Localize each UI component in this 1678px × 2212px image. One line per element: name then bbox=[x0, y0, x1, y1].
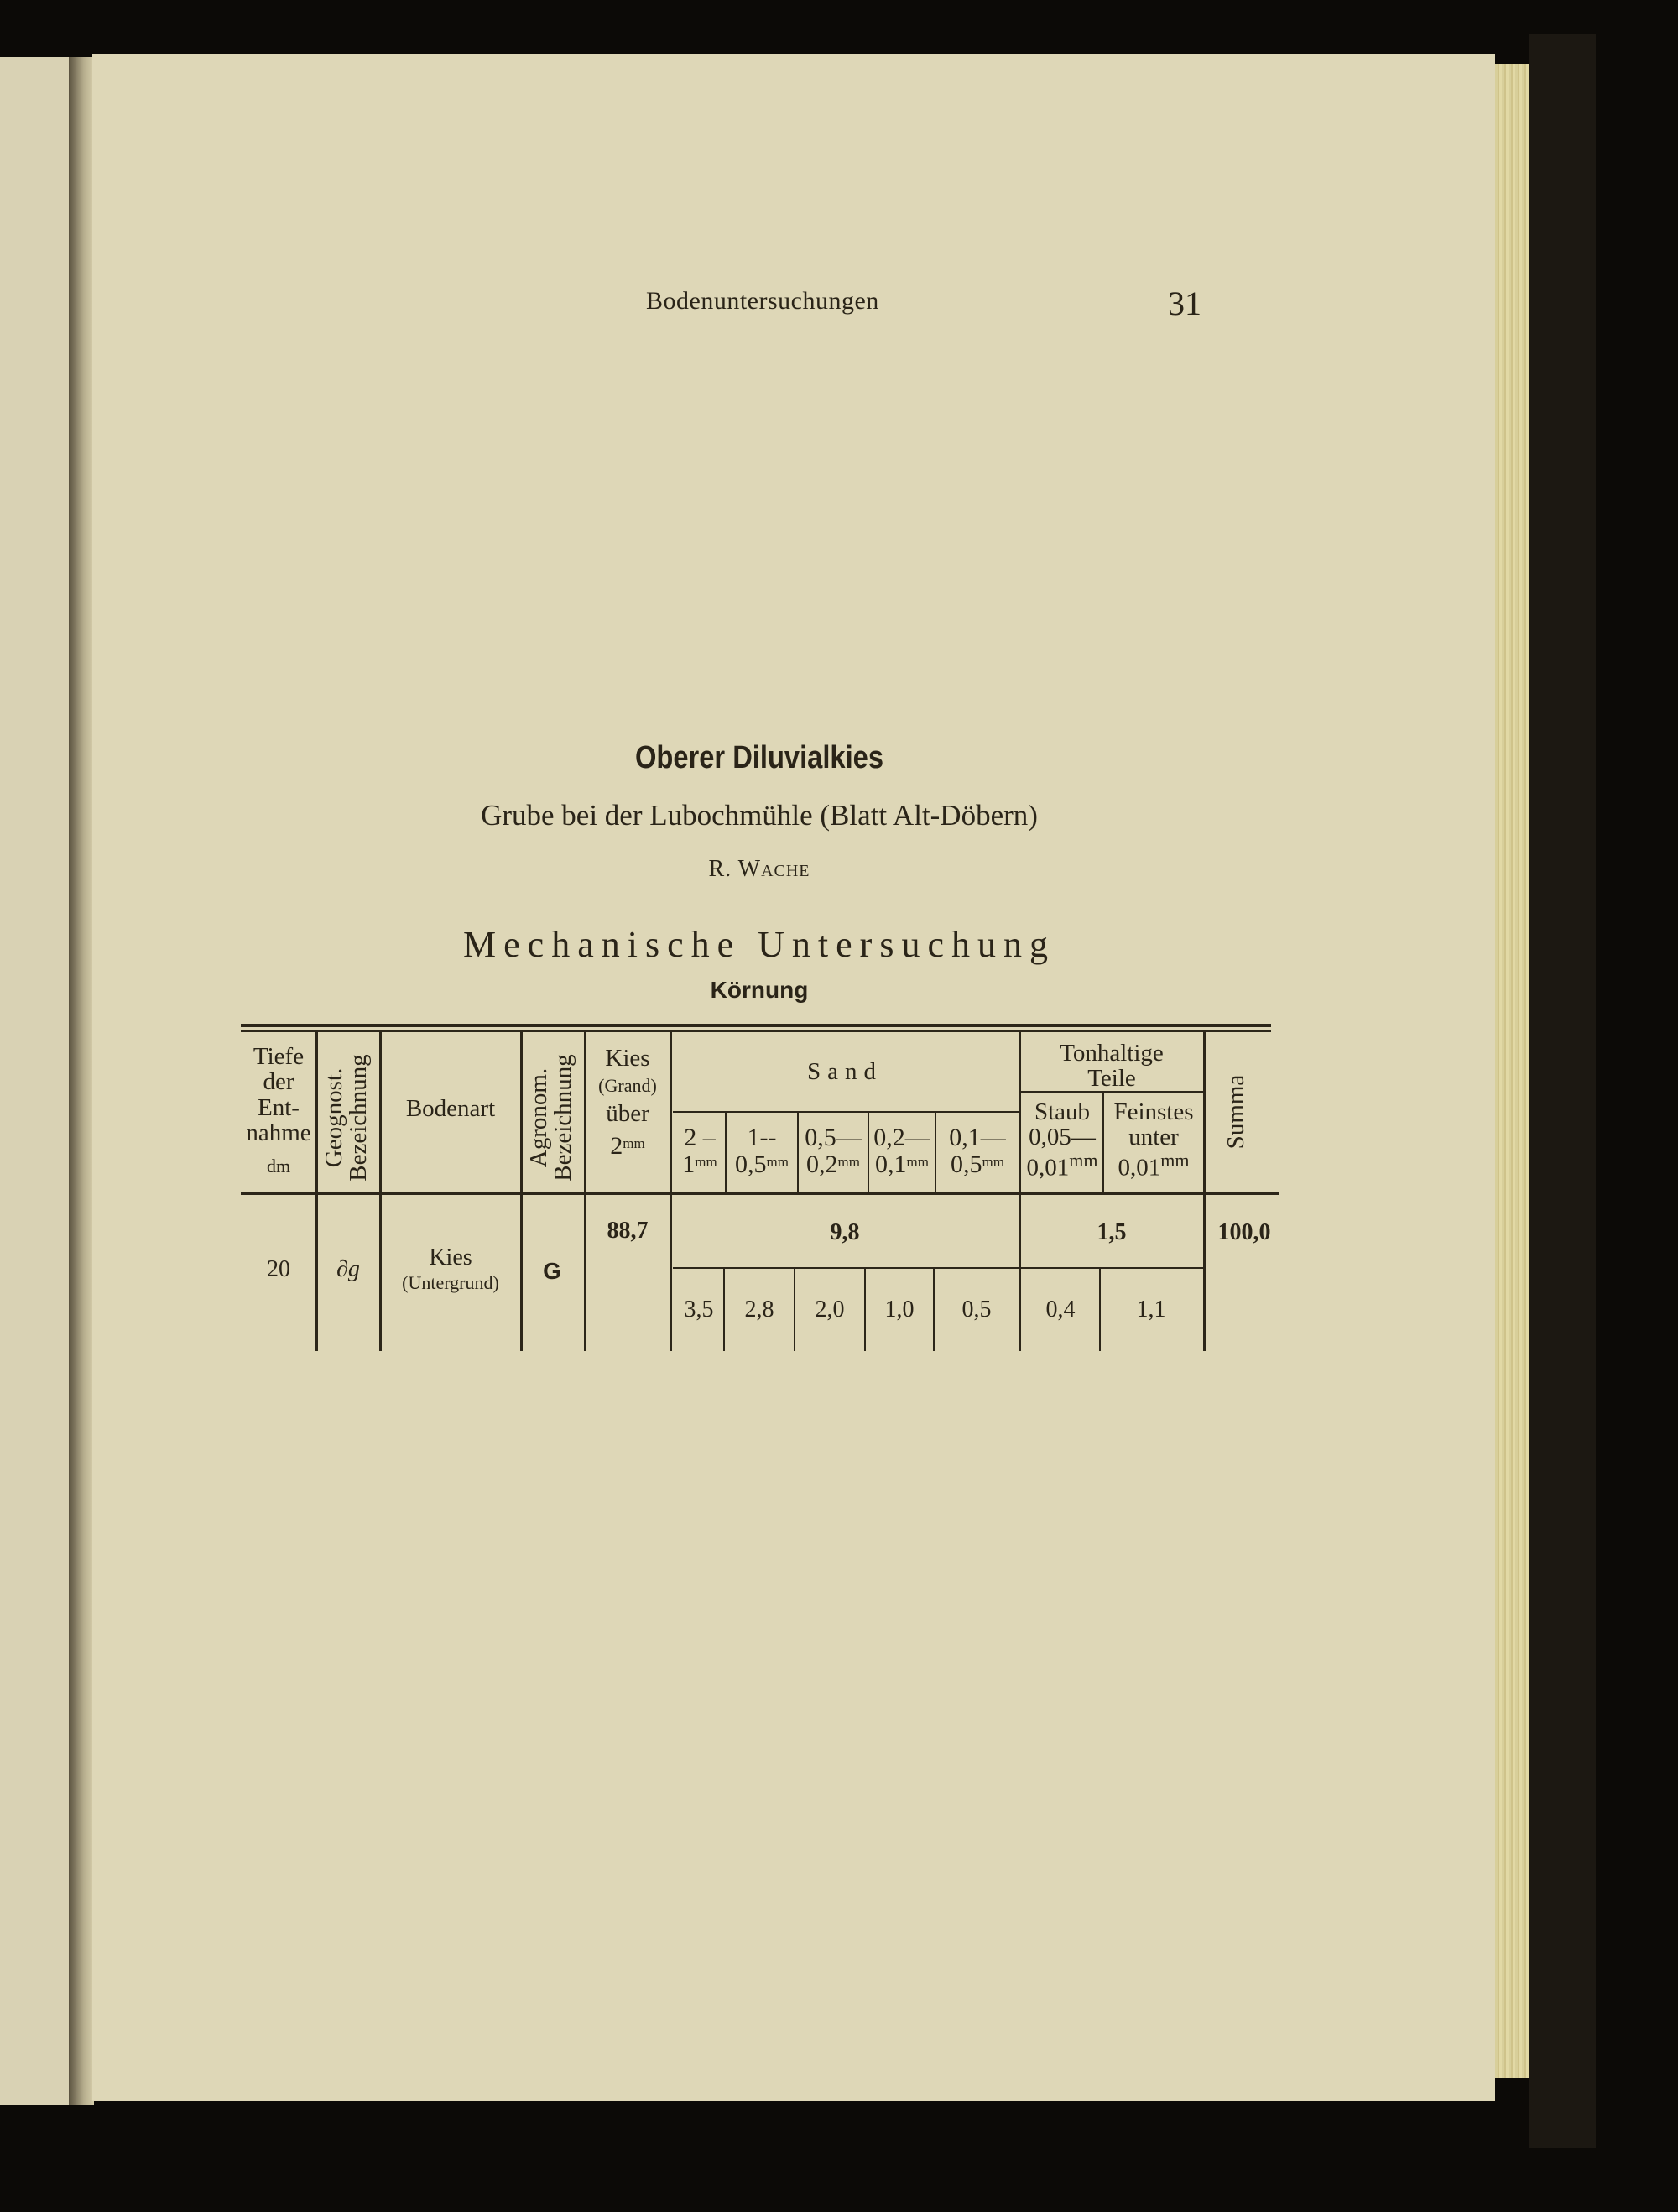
cell-sand-value: 1,0 bbox=[884, 1296, 915, 1323]
header-agronom bbox=[527, 1038, 577, 1197]
table-header-rule bbox=[241, 1192, 1279, 1195]
col-divider bbox=[584, 1032, 586, 1351]
header-staub: Staub 0,05— $0,01^{mm}$ bbox=[1026, 1098, 1098, 1182]
header-sand-col: 1-- $0,5^{mm}$ bbox=[735, 1124, 789, 1178]
header-kies-line: über bbox=[606, 1099, 649, 1127]
header-tonhaltige: Tonhaltige Teile bbox=[1060, 1040, 1164, 1093]
row-subtotal-rule bbox=[673, 1267, 1205, 1269]
section-subheading: Körnung bbox=[710, 977, 809, 1003]
cell-sand-value: 0,5 bbox=[961, 1296, 992, 1323]
header-kies-line: Kies bbox=[605, 1045, 650, 1072]
header-agronom-line: Agronom. bbox=[525, 1067, 552, 1168]
col-divider bbox=[315, 1032, 318, 1351]
header-geognost-line: Bezeichnung bbox=[345, 1054, 372, 1182]
header-sand-col: 0,2— $0,1^{mm}$ bbox=[873, 1124, 930, 1178]
facing-page-edge bbox=[0, 57, 71, 2105]
header-tiefe-line: Tiefe bbox=[253, 1043, 305, 1070]
header-kies-unit: $2^{mm}$ bbox=[610, 1131, 645, 1160]
cell-sand-total: 9,8 bbox=[830, 1219, 860, 1245]
header-tiefe bbox=[243, 1044, 314, 1176]
author: R. Wache bbox=[708, 856, 810, 882]
header-sand-col: 0,1— $0,5^{mm}$ bbox=[949, 1124, 1006, 1178]
book-cover bbox=[1529, 34, 1596, 2148]
header-feinstes: Feinstes unter $0,01^{mm}$ bbox=[1113, 1098, 1194, 1182]
table-top-rule-thin bbox=[241, 1030, 1271, 1032]
cell-bodenart: Kies (Untergrund) bbox=[402, 1244, 499, 1294]
book-gutter bbox=[69, 57, 94, 2105]
col-divider bbox=[670, 1032, 672, 1351]
header-tiefe-line: Ent- bbox=[258, 1093, 300, 1121]
header-sand-col: 0,5— $0,2^{mm}$ bbox=[805, 1124, 862, 1178]
cell-ton-value: 1,1 bbox=[1136, 1296, 1166, 1323]
subtitle: Grube bei der Lubochmühle (Blatt Alt-Döbern) bbox=[481, 799, 1038, 832]
col-divider bbox=[1019, 1032, 1021, 1351]
cell-agronom: G bbox=[543, 1258, 561, 1284]
header-kies-line: (Grand) bbox=[598, 1075, 657, 1097]
running-head: Bodenuntersuchungen bbox=[646, 287, 879, 315]
page-edges bbox=[1495, 64, 1531, 2078]
header-sand-col: 2 – $1^{mm}$ bbox=[682, 1124, 717, 1178]
page-title: Oberer Diluvialkies bbox=[634, 740, 884, 775]
cell-ton-value: 0,4 bbox=[1045, 1296, 1076, 1323]
header-tiefe-unit: dm bbox=[266, 1155, 291, 1176]
header-tiefe-line: der bbox=[263, 1068, 294, 1096]
cell-geognost: ∂g bbox=[336, 1256, 360, 1282]
cell-summa: 100,0 bbox=[1217, 1219, 1271, 1245]
header-kies bbox=[587, 1046, 668, 1159]
col-divider bbox=[520, 1032, 523, 1351]
table-top-rule bbox=[241, 1024, 1271, 1027]
page-number: 31 bbox=[1168, 284, 1201, 322]
header-tiefe-line: nahme bbox=[246, 1119, 311, 1147]
header-summa: Summa bbox=[1222, 1074, 1249, 1150]
cell-kies: 88,7 bbox=[607, 1218, 649, 1244]
cell-sand-value: 3,5 bbox=[684, 1296, 714, 1323]
cell-tiefe: 20 bbox=[267, 1256, 290, 1282]
col-divider bbox=[379, 1032, 382, 1351]
header-sand: Sand bbox=[807, 1058, 883, 1085]
header-agronom-line: Bezeichnung bbox=[550, 1054, 576, 1182]
header-geognost-line: Geognost. bbox=[320, 1067, 347, 1168]
cell-sand-value: 2,0 bbox=[815, 1296, 845, 1323]
cell-ton-total: 1,5 bbox=[1097, 1219, 1127, 1245]
col-divider bbox=[1203, 1032, 1206, 1351]
header-bodenart: Bodenart bbox=[405, 1095, 496, 1122]
section-heading: Mechanische Untersuchung bbox=[463, 924, 1055, 965]
cell-sand-value: 2,8 bbox=[744, 1296, 774, 1323]
header-geognost bbox=[322, 1038, 373, 1197]
